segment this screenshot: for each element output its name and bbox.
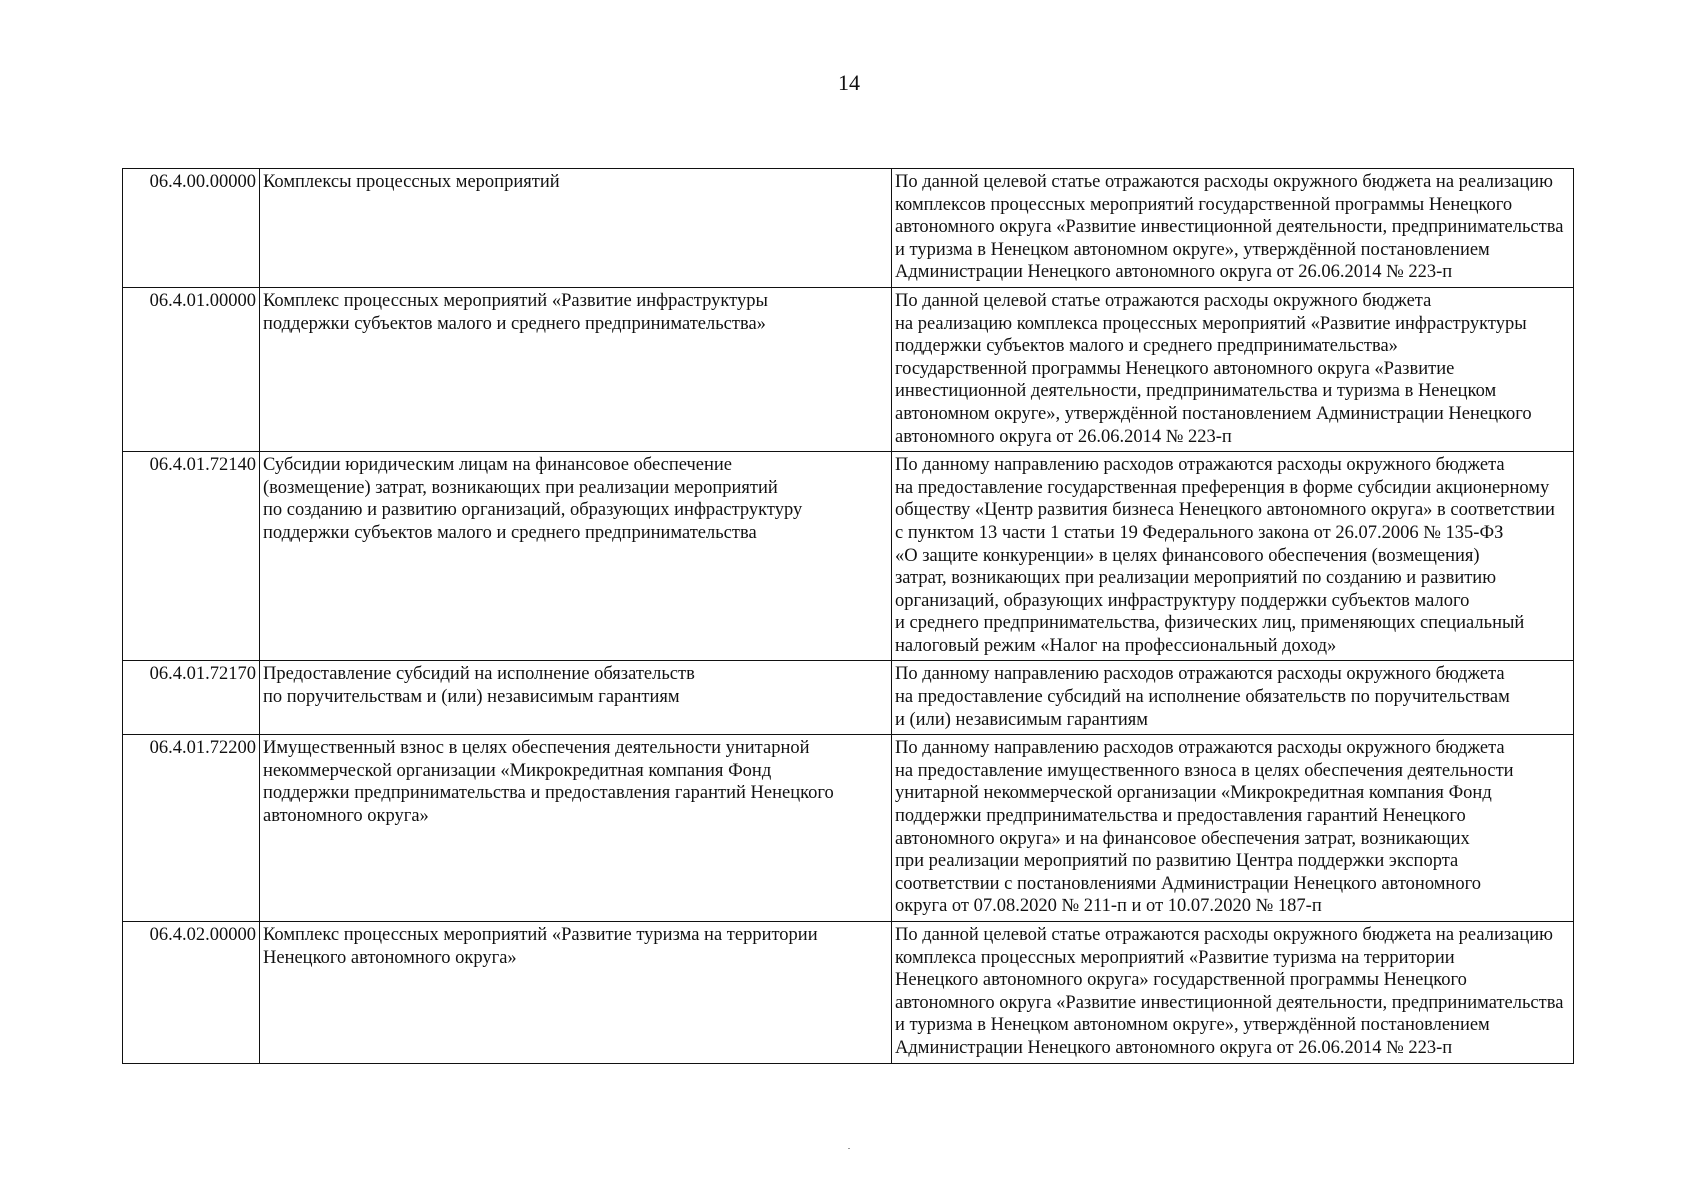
code-cell: 06.4.00.00000 — [123, 169, 260, 288]
table-row — [123, 452, 1574, 661]
name-cell: Предоставление субсидий на исполнение обязательств по поручительствам и (или) независимым гарантиям — [260, 661, 892, 735]
table-row — [123, 735, 1574, 922]
table-row — [123, 169, 1574, 288]
page-number: 14 — [838, 70, 860, 95]
description-cell: По данному направлению расходов отражаются расходы окружного бюджета на предоставление имущественного взноса в целях обеспечения деятельности унитарной некоммерческой организации «Микрокредитная компания Фонд поддержки предпринимательства и предоставления гарантий Ненецкого автономного округа» и на финансовое обеспечения затрат, возникающих при реализации мероприятий по развитию Центра поддержки экспорта соответствии с постановлениями Администрации Ненецкого автономного округа от 07.08.2020 № 211-п и от 10.07.2020 № 187-п — [892, 735, 1574, 922]
description-cell: По данному направлению расходов отражаются расходы окружного бюджета на предоставление субсидий на исполнение обязательств по поручительствам и (или) независимым гарантиям — [892, 661, 1574, 735]
name-cell: Комплексы процессных мероприятий — [260, 169, 892, 288]
table-row — [123, 287, 1574, 451]
code-cell: 06.4.02.00000 — [123, 922, 260, 1064]
name-cell: Имущественный взнос в целях обеспечения деятельности унитарной некоммерческой организации «Микрокредитная компания Фонд поддержки предпринимательства и предоставления гарантий Ненецкого автономного округа» — [260, 735, 892, 922]
table-row — [123, 661, 1574, 735]
description-cell: По данной целевой статье отражаются расходы окружного бюджета на реализацию комплекса процессных мероприятий «Развитие инфраструктуры поддержки субъектов малого и среднего предпринимательства» государственной программы Ненецкого автономного округа «Развитие инвестиционной деятельности, предпринимательства и туризма в Ненецком автономном округе», утверждённой постановлением Администрации Ненецкого автономного округа от 26.06.2014 № 223-п — [892, 287, 1574, 451]
name-cell: Субсидии юридическим лицам на финансовое обеспечение (возмещение) затрат, возникающих при реализации мероприятий по созданию и развитию организаций, образующих инфраструктуру поддержки субъектов малого и среднего предпринимательства — [260, 452, 892, 661]
scan-speck — [848, 1148, 850, 1149]
code-cell: 06.4.01.72140 — [123, 452, 260, 661]
table-row — [123, 922, 1574, 1064]
description-cell: По данной целевой статье отражаются расходы окружного бюджета на реализацию комплексов процессных мероприятий государственной программы Ненецкого автономного округа «Развитие инвестиционной деятельности, предпринимательства и туризма в Ненецком автономном округе», утверждённой постановлением Администрации Ненецкого автономного округа от 26.06.2014 № 223-п — [892, 169, 1574, 288]
name-cell: Комплекс процессных мероприятий «Развитие туризма на территории Ненецкого автономного округа» — [260, 922, 892, 1064]
code-cell: 06.4.01.00000 — [123, 287, 260, 451]
name-cell: Комплекс процессных мероприятий «Развитие инфраструктуры поддержки субъектов малого и среднего предпринимательства» — [260, 287, 892, 451]
budget-classification-table — [122, 168, 1574, 1064]
description-cell: По данному направлению расходов отражаются расходы окружного бюджета на предоставление государственная преференция в форме субсидии акционерному обществу «Центр развития бизнеса Ненецкого автономного округа» в соответствии с пунктом 13 части 1 статьи 19 Федерального закона от 26.07.2006 № 135-ФЗ «О защите конкуренции» в целях финансового обеспечения (возмещения) затрат, возникающих при реализации мероприятий по созданию и развитию организаций, образующих инфраструктуру поддержки субъектов малого и среднего предпринимательства, физических лиц, применяющих специальный налоговый режим «Налог на профессиональный доход» — [892, 452, 1574, 661]
code-cell: 06.4.01.72170 — [123, 661, 260, 735]
description-cell: По данной целевой статье отражаются расходы окружного бюджета на реализацию комплекса процессных мероприятий «Развитие туризма на территории Ненецкого автономного округа» государственной программы Ненецкого автономного округа «Развитие инвестиционной деятельности, предпринимательства и туризма в Ненецком автономном округе», утверждённой постановлением Администрации Ненецкого автономного округа от 26.06.2014 № 223-п — [892, 922, 1574, 1064]
code-cell: 06.4.01.72200 — [123, 735, 260, 922]
